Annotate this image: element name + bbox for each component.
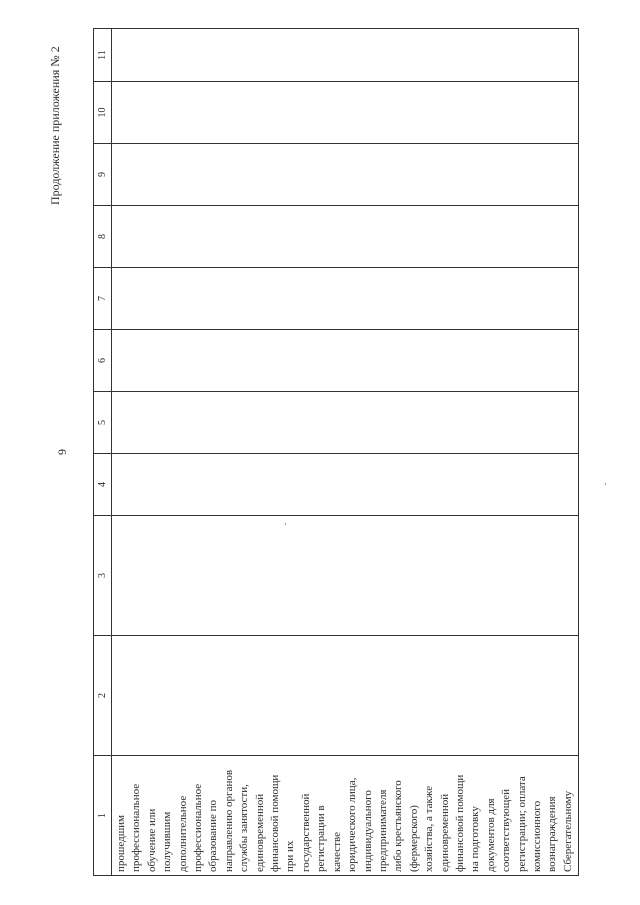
column-number: 7 (94, 268, 112, 330)
table-cell (112, 454, 579, 516)
continuation-header: Продолжение приложения № 2 (48, 46, 62, 205)
table-row (112, 29, 579, 876)
column-number: 6 (94, 330, 112, 392)
table-cell (112, 144, 579, 206)
table-cell (112, 636, 579, 756)
column-number: 10 (94, 82, 112, 144)
table-cell (112, 82, 579, 144)
scan-speck (285, 523, 286, 525)
table-cell (112, 516, 579, 636)
column-number: 3 (94, 516, 112, 636)
page-number: 9 (55, 449, 69, 455)
table-cell (112, 206, 579, 268)
column-number: 2 (94, 636, 112, 756)
column-number-row (94, 29, 112, 876)
appendix-table (93, 28, 579, 876)
scan-speck (605, 483, 606, 485)
column-number: 1 (94, 756, 112, 876)
column-number: 5 (94, 392, 112, 454)
table-cell (112, 268, 579, 330)
column-number: 8 (94, 206, 112, 268)
column-number: 11 (94, 29, 112, 82)
column-number: 4 (94, 454, 112, 516)
table-cell (112, 29, 579, 82)
table-cell (112, 392, 579, 454)
table-cell (112, 330, 579, 392)
table-cell-description (112, 756, 579, 876)
column-number: 9 (94, 144, 112, 206)
description-text: прошедшим профессиональное обучение или получившим дополнительное профессиональное образование по направлению органов службы занятости, единовременной финансовой помощи при их государственной регистрации в качестве юридического лица, индивидуального предпринимателя либо крестьянского (фермерского) хозяйства, а также единовременной финансовой помощи на подготовку документов для соответствующей регистрации; оплата комиссионного вознаграждения Сберегательному (115, 769, 574, 872)
